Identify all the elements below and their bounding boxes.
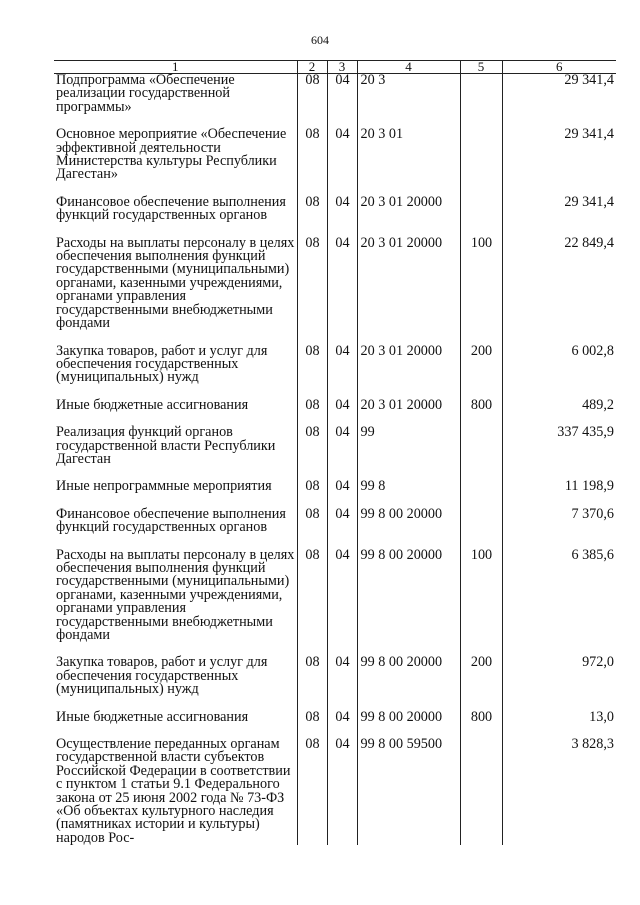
row-target-code: 20 3 01 20000 — [357, 196, 460, 237]
row-expense-type — [460, 128, 502, 196]
table-row — [54, 738, 616, 845]
row-section: 08 — [297, 237, 327, 345]
row-expense-type — [460, 74, 502, 129]
row-name: Иные бюджетные ассигнования — [56, 708, 249, 725]
header-col-3: 3 — [327, 61, 357, 74]
page-number: 604 — [311, 33, 329, 47]
row-section: 08 — [297, 128, 327, 196]
row-subsection: 04 — [327, 711, 357, 738]
row-target-code: 99 — [357, 426, 460, 480]
row-subsection: 04 — [327, 399, 357, 426]
row-amount: 13,0 — [502, 711, 616, 738]
row-name: Осуществление переданных органам государственной власти субъектов Российской Федерации в соответствии с пунктом 1 статьи 9.1 Федерального закона от 25 июня 2002 года № 73-ФЗ «Об объектах культурного наследия (памятниках истории и культуры) народов Рос- — [56, 736, 291, 846]
header-col-6: 6 — [502, 61, 616, 74]
row-subsection: 04 — [327, 196, 357, 237]
row-subsection: 04 — [327, 128, 357, 196]
row-subsection: 04 — [327, 426, 357, 480]
row-expense-type — [460, 480, 502, 507]
row-expense-type — [460, 738, 502, 845]
row-target-code: 99 8 00 20000 — [357, 656, 460, 710]
row-subsection: 04 — [327, 480, 357, 507]
row-name: Закупка товаров, работ и услуг для обеспечения государственных (муниципальных) нужд — [56, 654, 268, 698]
row-target-code: 20 3 01 20000 — [357, 345, 460, 399]
row-amount: 6 385,6 — [502, 549, 616, 657]
row-subsection: 04 — [327, 237, 357, 345]
row-amount: 22 849,4 — [502, 237, 616, 345]
row-target-code: 99 8 00 59500 — [357, 738, 460, 845]
row-subsection: 04 — [327, 738, 357, 845]
row-amount: 7 370,6 — [502, 508, 616, 549]
row-amount: 489,2 — [502, 399, 616, 426]
header-col-2: 2 — [297, 61, 327, 74]
row-amount: 29 341,4 — [502, 74, 616, 129]
row-expense-type: 800 — [460, 711, 502, 738]
table-row — [54, 399, 616, 426]
row-subsection: 04 — [327, 345, 357, 399]
row-amount: 11 198,9 — [502, 480, 616, 507]
row-expense-type — [460, 426, 502, 480]
row-section: 08 — [297, 74, 327, 129]
row-amount: 3 828,3 — [502, 738, 616, 845]
row-amount: 29 341,4 — [502, 196, 616, 237]
header-col-4: 4 — [357, 61, 460, 74]
row-expense-type: 100 — [460, 549, 502, 657]
row-target-code: 20 3 — [357, 74, 460, 129]
header-col-5: 5 — [460, 61, 502, 74]
row-amount: 972,0 — [502, 656, 616, 710]
row-expense-type: 800 — [460, 399, 502, 426]
row-name: Основное мероприятие «Обеспечение эффективной деятельности Министерства культуры Республики Дагестан» — [56, 126, 287, 183]
row-target-code: 99 8 — [357, 480, 460, 507]
row-expense-type — [460, 508, 502, 549]
row-expense-type — [460, 196, 502, 237]
row-name: Иные непрограммные мероприятия — [56, 478, 272, 495]
table-row — [54, 128, 616, 196]
row-section: 08 — [297, 549, 327, 657]
row-amount: 29 341,4 — [502, 128, 616, 196]
row-section: 08 — [297, 656, 327, 710]
table-row — [54, 711, 616, 738]
row-name: Подпрограмма «Обеспечение реализации государственной программы» — [56, 72, 235, 115]
row-name: Расходы на выплаты персоналу в целях обеспечения выполнения функций государственными (муниципальными) органами, казенными учреждениями, органами управления государственными внебюджетными фондами — [56, 546, 295, 643]
row-section: 08 — [297, 345, 327, 399]
row-subsection: 04 — [327, 508, 357, 549]
row-name: Реализация функций органов государственной власти Республики Дагестан — [56, 424, 276, 467]
table-row — [54, 549, 616, 657]
table-row — [54, 480, 616, 507]
table-row — [54, 196, 616, 237]
header-col-1: 1 — [54, 61, 297, 74]
table-row — [54, 508, 616, 549]
row-amount: 6 002,8 — [502, 345, 616, 399]
row-name: Иные бюджетные ассигнования — [56, 396, 249, 413]
table-row — [54, 345, 616, 399]
row-target-code: 20 3 01 20000 — [357, 237, 460, 345]
row-section: 08 — [297, 426, 327, 480]
table-row — [54, 74, 616, 129]
row-section: 08 — [297, 711, 327, 738]
row-target-code: 99 8 00 20000 — [357, 711, 460, 738]
row-expense-type: 200 — [460, 656, 502, 710]
row-target-code: 20 3 01 20000 — [357, 399, 460, 426]
row-amount: 337 435,9 — [502, 426, 616, 480]
table-row — [54, 237, 616, 345]
row-expense-type: 100 — [460, 237, 502, 345]
row-subsection: 04 — [327, 656, 357, 710]
row-target-code: 20 3 01 — [357, 128, 460, 196]
row-subsection: 04 — [327, 549, 357, 657]
table-row — [54, 426, 616, 480]
row-expense-type: 200 — [460, 345, 502, 399]
row-name: Финансовое обеспечение выполнения функций государственных органов — [56, 193, 286, 224]
row-section: 08 — [297, 738, 327, 845]
budget-table — [54, 60, 616, 845]
row-subsection: 04 — [327, 74, 357, 129]
row-target-code: 99 8 00 20000 — [357, 549, 460, 657]
row-section: 08 — [297, 480, 327, 507]
row-section: 08 — [297, 196, 327, 237]
table-row — [54, 656, 616, 710]
row-target-code: 99 8 00 20000 — [357, 508, 460, 549]
row-name: Финансовое обеспечение выполнения функций государственных органов — [56, 505, 286, 536]
row-name: Расходы на выплаты персоналу в целях обеспечения выполнения функций государственными (муниципальными) органами, казенными учреждениями, органами управления государственными внебюджетными фондами — [56, 234, 295, 332]
row-section: 08 — [297, 508, 327, 549]
row-name: Закупка товаров, работ и услуг для обеспечения государственных (муниципальных) нужд — [56, 342, 268, 386]
row-section: 08 — [297, 399, 327, 426]
